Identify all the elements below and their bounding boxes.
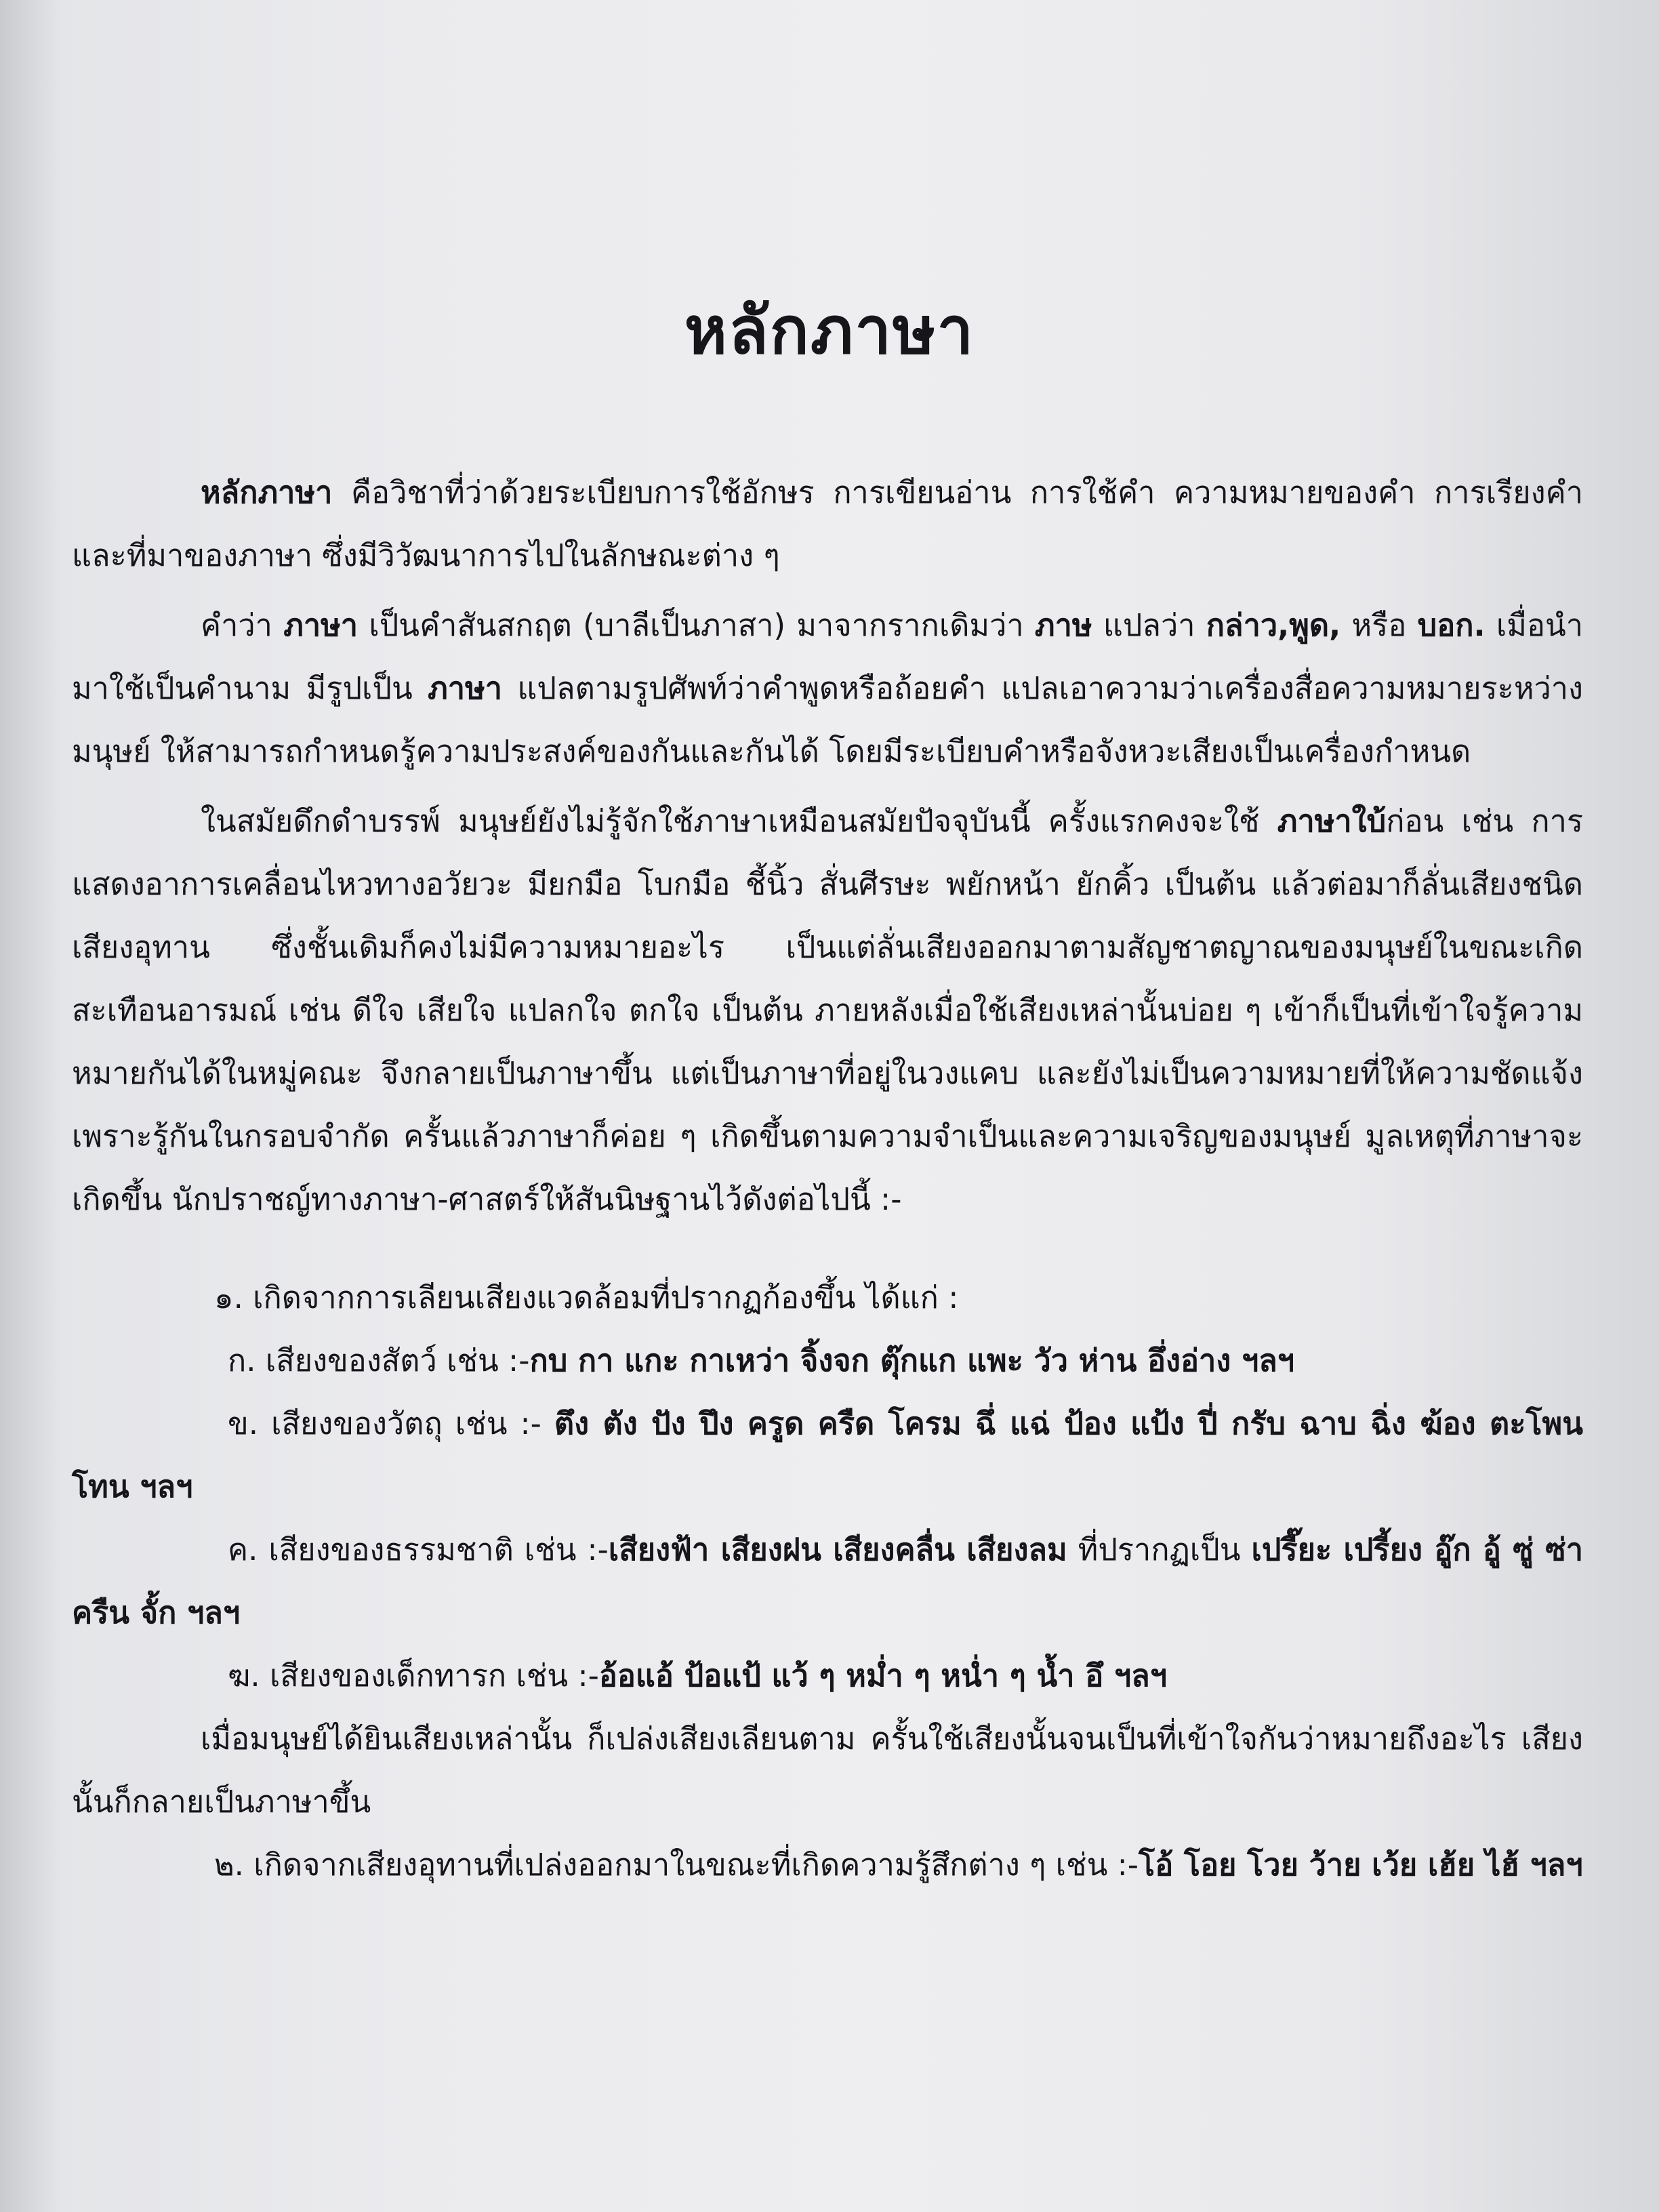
bold-term: ภาษ [1034,607,1092,643]
sub-item-infant [72,1644,1583,1707]
bold-term: กล่าว,พูด, [1206,607,1341,643]
text-run: ก่อน เช่น การแสดงอาการเคลื่อนไหวทางอวัยวะ มียกมือ โบกมือ ชี้นิ้ว สั่นศีรษะ พยักหน้า ยักคิ้ว เป็นต้น แล้วต่อมาก็ลั่นเสียงชนิดเสียงอุทาน ซึ่งชั้นเดิมก็คงไม่มีความหมายอะไร เป็นแต่ลั่นเสียงออกมาตามสัญชาตญาณของมนุษย์ในขณะเกิดสะเทือนอารมณ์ เช่น ดีใจ เสียใจ แปลกใจ ตกใจ เป็นต้น ภายหลังเมื่อใช้เสียงเหล่านั้นบ่อย ๆ เข้าก็เป็นที่เข้าใจรู้ความหมายกันได้ในหมู่คณะ จึงกลายเป็นภาษาขึ้น แต่เป็นภาษาที่อยู่ในวงแคบ และยังไม่เป็นความหมายที่ให้ความชัดแจ้ง เพราะรู้กันในกรอบจำกัด ครั้นแล้วภาษาก็ค่อย ๆ เกิดขึ้นตามความจำเป็นและความเจริญของมนุษย์ มูลเหตุที่ภาษาจะเกิดขึ้น นักปราชญ์ทางภาษา-ศาสตร์ให้สันนิษฐานไว้ดังต่อไปนี้ :- [72,803,1584,1217]
bold-term: บอก. [1417,607,1486,643]
sub-item-label: ข. เสียงของวัตถุ เช่น :- [228,1406,554,1441]
list-item-examples: โอ้ โอย โวย ว้าย เว้ย เฮ้ย ไฮ้ ฯลฯ [1139,1847,1583,1883]
sub-item-animals [72,1329,1583,1392]
sub-item-examples: เสียงฟ้า เสียงฝน เสียงคลื่น เสียงลม [608,1532,1067,1568]
paragraph-definition [72,461,1583,587]
term-bold: หลักภาษา [201,474,333,510]
text-run: หรือ [1340,607,1418,643]
page-body [72,461,1583,1896]
text-run: ในสมัยดึกดำบรรพ์ มนุษย์ยังไม่รู้จักใช้ภาษาเหมือนสมัยปัจจุบันนี้ ครั้งแรกคงจะใช้ [201,803,1277,839]
sub-item-examples: ตึง ตัง ปัง ปึง ครูด ครืด โครม ฉึ่ แฉ่ ป้อง แป้ง ปี่ กรับ ฉาบ ฉิ่ง ฆ้อง ตะโพน โทน ฯลฯ [72,1406,1583,1504]
text-run: คำว่า [201,607,284,643]
list-item-1: ๑. เกิดจากการเลียนเสียงแวดล้อมที่ปรากฏก้องขึ้น ได้แก่ : [214,1279,959,1315]
paragraph-imitation: เมื่อมนุษย์ได้ยินเสียงเหล่านั้น ก็เปล่งเสียงเลียนตาม ครั้นใช้เสียงนั้นจนเป็นที่เข้าใจกันว่าหมายถึงอะไร เสียงนั้นก็กลายเป็นภาษาขึ้น [72,1721,1583,1820]
text-run: แปลตามรูปศัพท์ว่าคำพูดหรือถ้อยคำ แปลเอาความว่าเครื่องสื่อความหมายระหว่างมนุษย์ ให้สามารถกำหนดรู้ความประสงค์ของกันและกันได้ โดยมีระเบียบคำหรือจังหวะเสียงเป็นเครื่องกำหนด [72,670,1583,769]
paragraph-origins [72,790,1583,1231]
sub-item-objects [72,1392,1583,1518]
page-title: หลักภาษา [684,293,975,369]
sub-item-label: ฆ. เสียงของเด็กทารก เช่น :- [228,1658,599,1694]
sub-item-examples: กบ กา แกะ กาเหว่า จิ้งจก ตุ๊กแก แพะ วัว ห่าน อึ่งอ่าง ฯลฯ [529,1343,1295,1378]
bold-term: ภาษา [283,607,359,643]
text-run: เป็นคำสันสกฤต (บาลีเป็นภาสา) มาจากรากเดิมว่า [358,607,1035,643]
list-item-2 [72,1833,1583,1896]
sub-item-nature [72,1518,1583,1644]
sub-item-examples: อ้อแอ้ ป้อแป้ แว้ ๆ หม่ำ ๆ หน่ำ ๆ น้ำ อึ ฯลฯ [598,1658,1168,1694]
text-run: เมื่อนำมาใช้เป็นคำนาม มีรูปเป็น [72,607,1583,706]
text-run: ที่ปรากฏเป็น [1067,1532,1252,1568]
list-item-text: ๒. เกิดจากเสียงอุทานที่เปล่งออกมาในขณะที่เกิดความรู้สึกต่าง ๆ เช่น :- [214,1847,1139,1883]
sub-item-examples: เปรี๊ยะ เปรี้ยง อู๊ก อู้ ซู่ ซ่า ครืน จั้ก ฯลฯ [72,1532,1584,1631]
bold-term: ภาษา [428,670,503,706]
sub-item-label: ค. เสียงของธรรมชาติ เช่น :- [228,1532,609,1568]
sub-item-label: ก. เสียงของสัตว์ เช่น :- [228,1343,530,1378]
paragraph-etymology [72,594,1583,783]
paragraph-text: คือวิชาที่ว่าด้วยระเบียบการใช้อักษร การเขียนอ่าน การใช้คำ ความหมายของคำ การเรียงคำ และที่มาของภาษา ซึ่งมีวิวัฒนาการไปในลักษณะต่าง ๆ [72,474,1583,573]
text-run: แปลว่า [1092,607,1206,643]
bold-term: ภาษาใบ้ [1277,803,1387,839]
